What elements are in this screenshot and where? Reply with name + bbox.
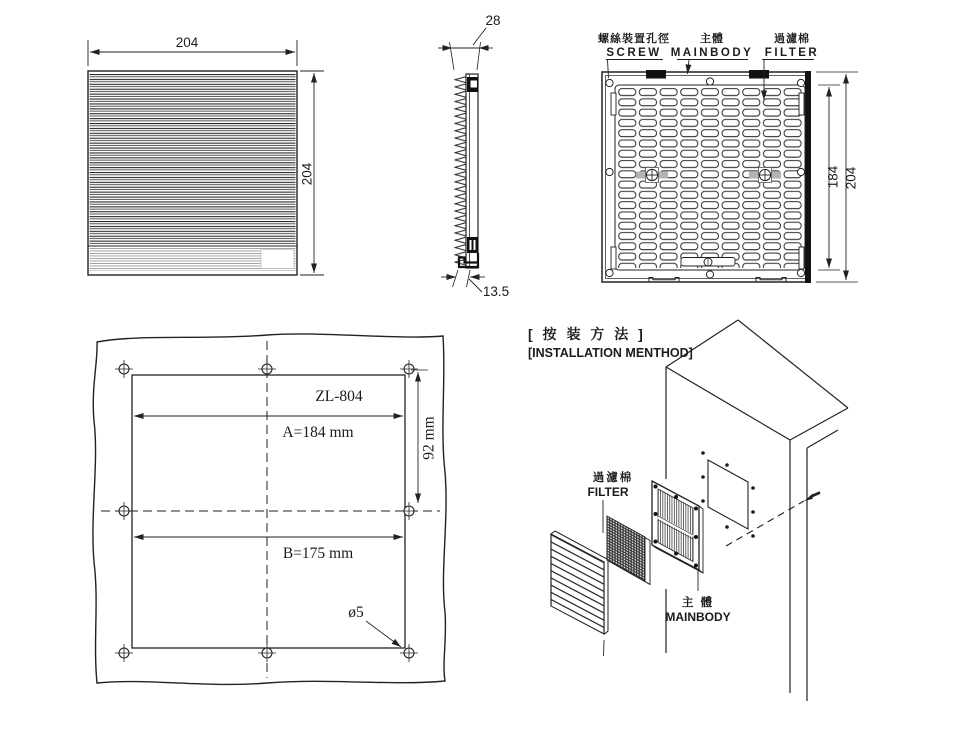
cutout-dimension-view <box>93 334 446 684</box>
filter-label-cn: 過濾棉 <box>774 33 810 45</box>
bottom-clip <box>467 237 478 253</box>
side-flange-dim: 13.5 <box>482 284 510 299</box>
front-width-dim: 204 <box>175 35 199 50</box>
install-louver-cover <box>551 531 608 656</box>
install-filter-label-en: FILTER <box>587 485 629 499</box>
mount-clip <box>749 70 769 79</box>
install-filter-label-cn: 過濾棉 <box>592 472 634 484</box>
mainbody-label-en: MAINBODY <box>670 47 754 59</box>
installation-view <box>528 320 848 701</box>
install-mainbody-frame <box>652 481 703 573</box>
install-filter-pad <box>607 516 650 585</box>
model-number: ZL-804 <box>315 388 363 405</box>
back-inner-dim: 184 <box>825 165 841 189</box>
install-mainbody-label-cn: 主 體 <box>681 597 715 609</box>
front-louver-view <box>88 35 324 275</box>
dim-b-label: B=175 mm <box>282 545 354 562</box>
product-label-blank <box>261 250 294 269</box>
hole-dia-label: ø5 <box>348 604 364 621</box>
back-grille-view <box>598 31 859 283</box>
mainbody-label-cn: 主體 <box>700 33 724 45</box>
back-outer-dim: 204 <box>843 166 859 190</box>
install-title-en: [INSTALLATION MENTHOD] <box>528 346 693 360</box>
screw-label-cn: 螺絲裝置孔徑 <box>598 33 670 45</box>
louver-slats <box>90 73 296 245</box>
side-profile-view <box>438 13 509 299</box>
dim-a-label: A=184 mm <box>282 424 354 441</box>
louver-fins <box>454 76 466 266</box>
install-title-cn: [ 按 装 方 法 ] <box>528 326 646 342</box>
install-mainbody-label-en: MAINBODY <box>665 610 731 624</box>
front-height-dim: 204 <box>299 162 315 186</box>
side-depth-dim: 28 <box>485 13 501 28</box>
screw-label-en: SCREW <box>606 47 662 59</box>
filter-label-en: FILTER <box>764 47 820 59</box>
mount-clip <box>646 70 666 79</box>
cabinet-cutout <box>708 460 748 529</box>
dim-offset-label: 92 mm <box>420 416 438 460</box>
filter-edge-strip <box>805 71 811 283</box>
